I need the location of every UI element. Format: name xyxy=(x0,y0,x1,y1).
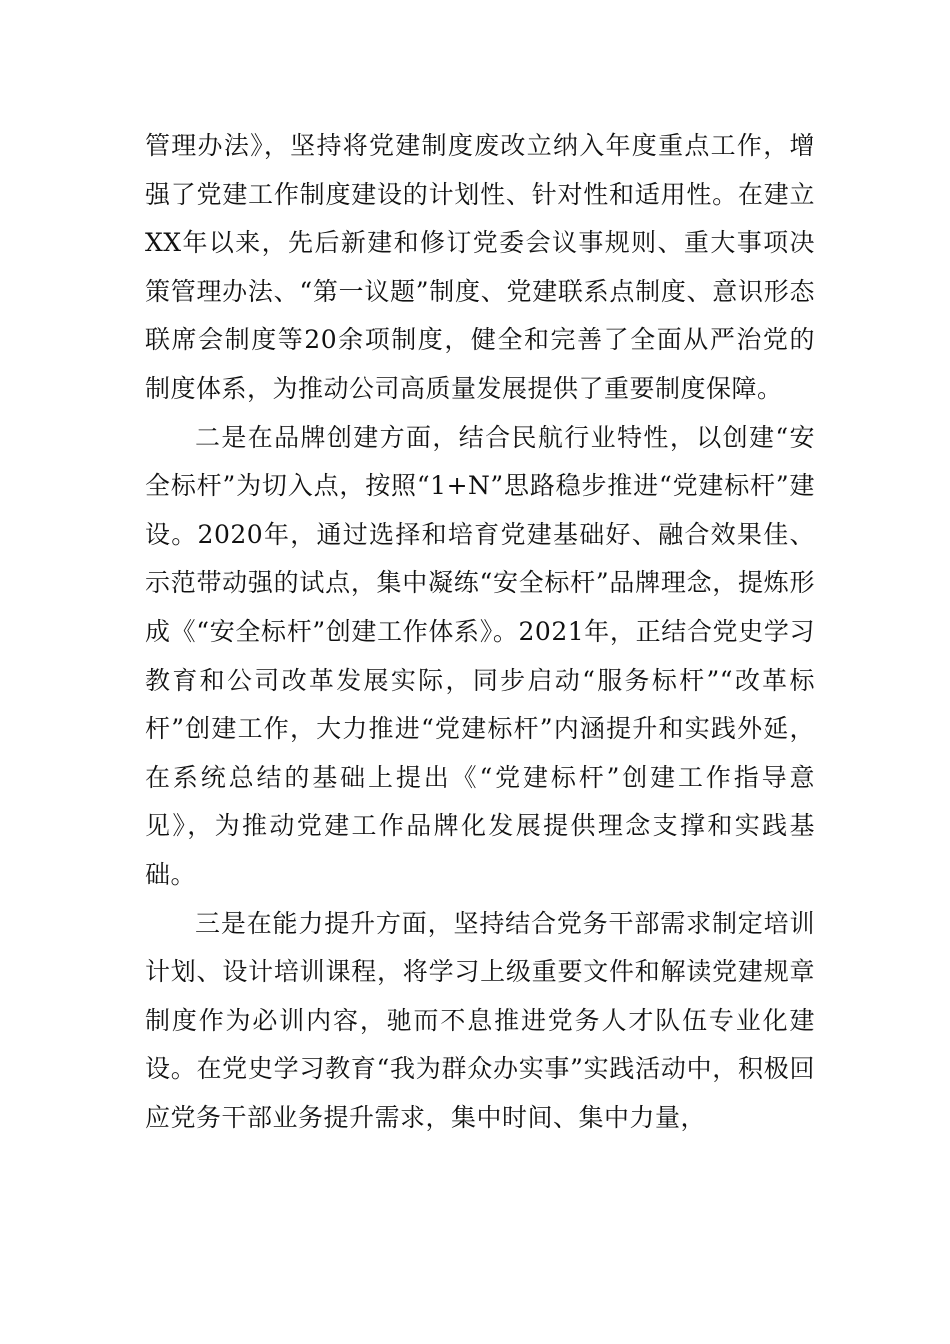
document-body xyxy=(145,122,815,1142)
paragraph-institution-building: 管理办法》，坚持将党建制度废改立纳入年度重点工作，增强了党建工作制度建设的计划性、针对性和适用性。在建立XX年以来，先后新建和修订党委会议事规则、重大事项决策管理办法、“第一议题”制度、党建联系点制度、意识形态联席会制度等20余项制度，健全和完善了全面从严治党的制度体系，为推动公司高质量发展提供了重要制度保障。 xyxy=(145,131,815,403)
paragraph-brand-creation: 二是在品牌创建方面，结合民航行业特性，以创建“安全标杆”为切入点，按照“1+N”思路稳步推进“党建标杆”建设。2020年，通过选择和培育党建基础好、融合效果佳、示范带动强的试点，集中凝练“安全标杆”品牌理念，提炼形成《“安全标杆”创建工作体系》。2021年，正结合党史学习教育和公司改革发展实际，同步启动“服务标杆”“改革标杆”创建工作，大力推进“党建标杆”内涵提升和实践外延，在系统总结的基础上提出《“党建标杆”创建工作指导意见》，为推动党建工作品牌化发展提供理念支撑和实践基础。 xyxy=(145,422,815,889)
paragraph-capacity-improvement: 三是在能力提升方面，坚持结合党务干部需求制定培训计划、设计培训课程，将学习上级重要文件和解读党建规章制度作为必训内容，驰而不息推进党务人才队伍专业化建设。在党史学习教育“我为群众办实事”实践活动中，积极回应党务干部业务提升需求，集中时间、集中力量， xyxy=(145,908,815,1132)
